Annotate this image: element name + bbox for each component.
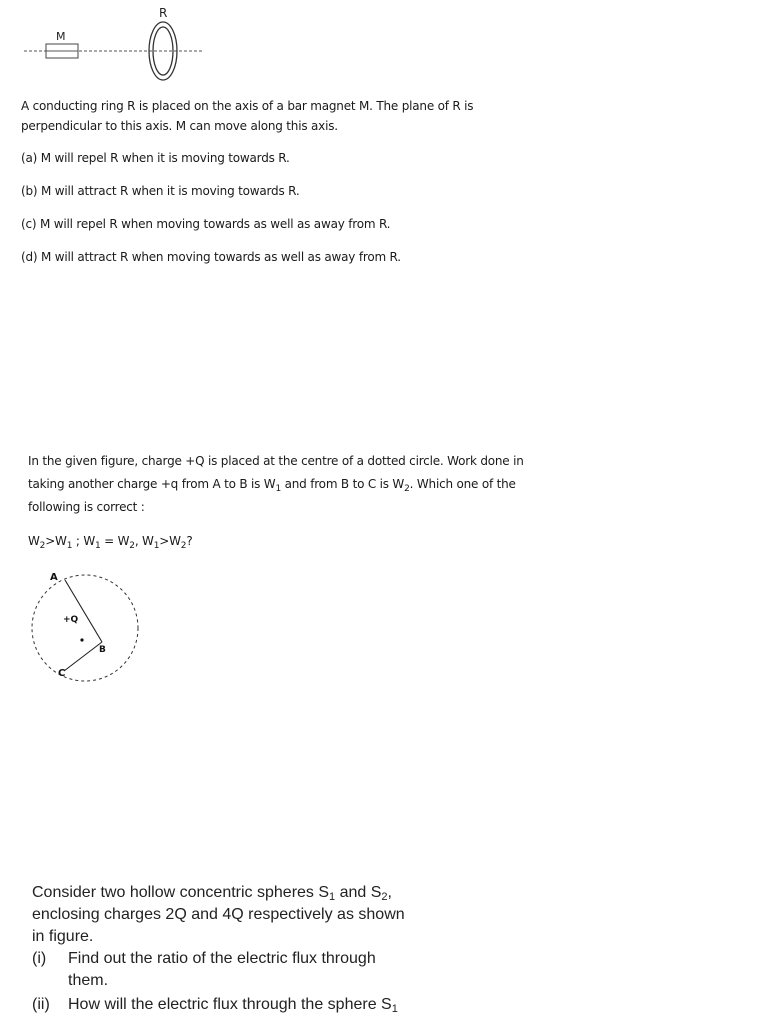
q2-stem-line-2: taking another charge +q from A to B is $W_1$ and from B to C is $W_2$. Which one of the [28, 477, 516, 494]
q1-stem-line-2: perpendicular to this axis. M can move along this axis. [21, 119, 338, 133]
centre-charge-dot [80, 638, 83, 641]
label-b: B [99, 645, 106, 655]
q1-option-d: (d) M will attract R when moving towards as well as away from R. [21, 250, 401, 264]
q2-stem-line-1: In the given figure, charge +Q is placed at the centre of a dotted circle. Work done in [28, 454, 524, 468]
q2-stem-line-3: following is correct : [28, 500, 145, 514]
label-c: C [58, 668, 66, 679]
q2-choices: $W_2>W_1$ ; $W_1 = W_2$, $W_1>W_2$? [28, 534, 193, 551]
magnet-label: M [56, 30, 66, 43]
charge-circle-figure [28, 568, 148, 686]
q3-part-ii: (ii) How will the electric flux through the sphere $S_1$ [32, 996, 398, 1015]
q3-line-1: Consider two hollow concentric spheres $S_1$ and $S_2$, [32, 884, 392, 903]
question-3 [32, 882, 452, 1016]
q1-option-c: (c) M will repel R when moving towards as well as away from R. [21, 217, 391, 231]
q1-option-a: (a) M will repel R when it is moving towards R. [21, 151, 290, 165]
q3-line-2: enclosing charges 2Q and 4Q respectively as shown [32, 906, 405, 923]
label-a: A [50, 572, 58, 583]
question-1 [21, 96, 561, 267]
path-b-to-c [64, 642, 102, 671]
ring-label: R [159, 6, 168, 20]
dotted-circle [32, 575, 138, 681]
question-2 [28, 450, 568, 553]
q1-option-b: (b) M will attract R when it is moving towards R. [21, 184, 300, 198]
label-q: +Q [63, 615, 79, 625]
q1-stem-line-1: A conducting ring R is placed on the axis of a bar magnet M. The plane of R is [21, 99, 474, 113]
q3-line-3: in figure. [32, 928, 94, 945]
magnet-ring-figure [20, 0, 220, 90]
q3-part-i: (i) Find out the ratio of the electric flux through [32, 950, 376, 967]
path-a-to-b [65, 580, 102, 642]
q3-part-i-continued: them. [68, 972, 109, 989]
